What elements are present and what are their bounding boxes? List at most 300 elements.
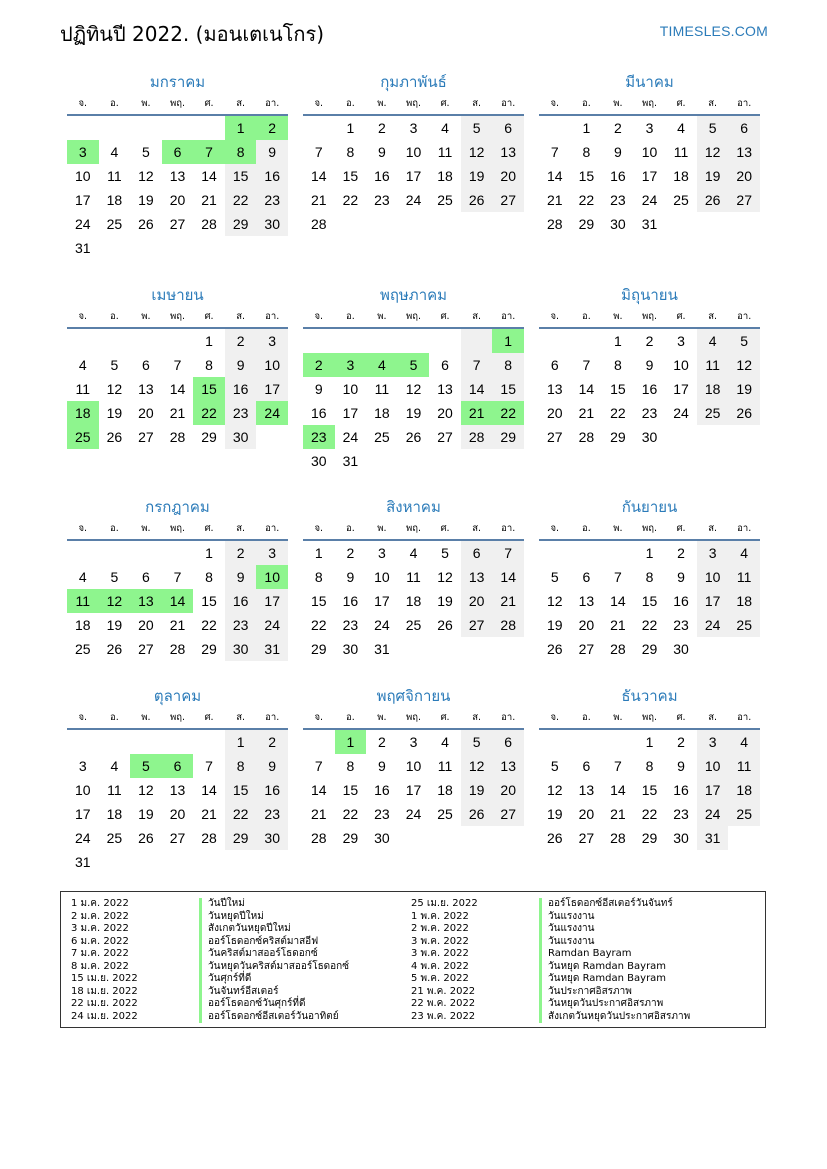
weekday-label: พ. [141, 311, 151, 322]
weekday-label: ศ. [440, 523, 450, 534]
day-cell: 8 [225, 140, 257, 164]
day-cell: 10 [673, 357, 689, 373]
day-cell: 24 [641, 192, 658, 208]
day-cell: 31 [74, 240, 91, 256]
month-block [539, 684, 760, 850]
day-cell: 5 [110, 357, 119, 373]
day-cell: 18 [405, 593, 422, 609]
weekday-label: พ. [613, 98, 623, 109]
day-cell: 17 [697, 589, 729, 613]
day-cell: 28 [169, 641, 186, 657]
day-cell: 14 [201, 168, 217, 184]
empty-cell [67, 116, 99, 140]
day-cell: 9 [378, 144, 386, 160]
day-cell: 6 [441, 357, 449, 373]
day-cell: 23 [673, 617, 689, 633]
day-cell: 4 [441, 734, 449, 750]
day-cell: 6 [461, 541, 493, 565]
day-cell: 20 [492, 778, 524, 802]
empty-cell [429, 329, 461, 353]
day-cell: 24 [256, 401, 288, 425]
day-cell: 1 [225, 730, 257, 754]
day-cell: 18 [67, 401, 99, 425]
weekday-label: พ. [377, 712, 387, 723]
empty-cell [398, 449, 430, 473]
days-grid [303, 541, 524, 661]
day-cell: 6 [492, 730, 524, 754]
weekday-label: ส. [708, 98, 718, 109]
weekday-label: อ. [109, 98, 119, 109]
day-cell: 7 [193, 140, 225, 164]
day-cell: 11 [697, 353, 729, 377]
weekday-label: ส. [472, 712, 482, 723]
day-cell: 23 [374, 192, 390, 208]
day-cell: 5 [697, 116, 729, 140]
day-cell: 18 [106, 192, 123, 208]
day-cell: 15 [225, 778, 257, 802]
day-cell: 20 [169, 192, 186, 208]
day-cell: 8 [205, 569, 213, 585]
days-grid [539, 541, 760, 661]
day-cell: 28 [610, 830, 626, 846]
day-cell: 19 [437, 593, 453, 609]
day-cell: 16 [641, 381, 658, 397]
weekday-label: พฤ. [405, 98, 422, 109]
day-cell: 22 [193, 401, 225, 425]
day-cell: 3 [409, 734, 418, 750]
day-cell: 25 [106, 216, 123, 232]
day-cell: 7 [173, 569, 182, 585]
day-cell: 24 [374, 617, 390, 633]
day-cell: 30 [374, 830, 390, 846]
day-cell: 18 [106, 806, 123, 822]
empty-cell [539, 329, 571, 353]
weekday-label: อา. [501, 712, 516, 723]
day-cell: 29 [342, 830, 359, 846]
day-cell: 5 [130, 754, 162, 778]
empty-cell [130, 236, 162, 260]
day-cell: 27 [169, 216, 186, 232]
day-cell: 2 [225, 329, 257, 353]
day-cell: 8 [582, 144, 591, 160]
month-name: มกราคม [149, 73, 206, 91]
month-block [303, 495, 524, 661]
day-cell: 2 [614, 120, 622, 136]
empty-cell [602, 541, 634, 565]
empty-cell [728, 826, 760, 850]
day-cell: 2 [677, 734, 685, 750]
weekday-header [303, 708, 524, 730]
day-cell: 30 [225, 425, 257, 449]
weekday-label: จ. [78, 311, 88, 322]
weekday-header [67, 307, 288, 329]
month-name: กุมภาพันธ์ [380, 73, 447, 91]
legend-date: 15 เม.ย. 2022 [71, 973, 138, 984]
day-cell: 6 [162, 754, 194, 778]
day-cell: 18 [437, 782, 453, 798]
day-cell: 12 [546, 782, 563, 798]
empty-cell [67, 329, 99, 353]
weekday-label: อา. [737, 98, 752, 109]
weekday-header [67, 94, 288, 116]
day-cell: 13 [130, 589, 162, 613]
month-name: พฤศจิกายน [376, 687, 451, 705]
day-cell: 10 [256, 565, 288, 589]
day-cell: 3 [409, 120, 418, 136]
day-cell: 28 [310, 216, 327, 232]
day-cell: 6 [582, 569, 591, 585]
day-cell: 25 [437, 806, 453, 822]
day-cell: 27 [138, 641, 154, 657]
day-cell: 24 [405, 806, 422, 822]
day-cell: 1 [346, 120, 355, 136]
day-cell: 1 [205, 333, 213, 349]
weekday-label: ศ. [204, 712, 214, 723]
day-cell: 13 [728, 140, 760, 164]
day-cell: 6 [550, 357, 559, 373]
day-cell: 12 [138, 168, 154, 184]
weekday-label: อา. [265, 523, 280, 534]
day-cell: 16 [342, 593, 359, 609]
legend-date: 22 เม.ย. 2022 [71, 998, 138, 1009]
day-cell: 18 [697, 377, 729, 401]
weekday-label: พ. [377, 311, 387, 322]
weekday-label: ส. [708, 311, 718, 322]
days-grid [303, 730, 524, 850]
day-cell: 22 [641, 617, 658, 633]
legend-date: 4 พ.ค. 2022 [411, 960, 469, 972]
legend-holiday-name: วันแรงงาน [539, 923, 690, 936]
day-cell: 30 [225, 637, 257, 661]
day-cell: 17 [697, 778, 729, 802]
legend-descs-left [199, 898, 349, 1023]
day-cell: 15 [578, 168, 595, 184]
day-cell: 28 [310, 830, 327, 846]
day-cell: 12 [728, 353, 760, 377]
day-cell: 15 [342, 782, 359, 798]
day-cell: 26 [106, 429, 123, 445]
day-cell: 1 [645, 734, 654, 750]
day-cell: 31 [74, 854, 91, 870]
day-cell: 2 [303, 353, 335, 377]
empty-cell [728, 212, 760, 236]
day-cell: 3 [677, 333, 685, 349]
day-cell: 23 [342, 617, 359, 633]
day-cell: 4 [110, 758, 119, 774]
day-cell: 11 [437, 144, 453, 160]
day-cell: 16 [256, 778, 288, 802]
day-cell: 1 [582, 120, 591, 136]
day-cell: 25 [405, 617, 422, 633]
day-cell: 23 [641, 405, 658, 421]
weekday-label: อา. [501, 311, 516, 322]
day-cell: 30 [256, 212, 288, 236]
day-cell: 5 [550, 758, 559, 774]
weekday-label: อ. [581, 311, 591, 322]
day-cell: 5 [461, 730, 493, 754]
weekday-label: ศ. [204, 523, 214, 534]
weekday-label: พฤ. [169, 311, 186, 322]
weekday-label: ศ. [676, 311, 686, 322]
weekday-label: ส. [472, 523, 482, 534]
day-cell: 2 [256, 730, 288, 754]
day-cell: 1 [614, 333, 622, 349]
day-cell: 12 [461, 754, 493, 778]
weekday-header [67, 708, 288, 730]
day-cell: 29 [310, 641, 327, 657]
empty-cell [67, 541, 99, 565]
day-cell: 9 [225, 565, 257, 589]
empty-cell [492, 637, 524, 661]
weekday-label: ศ. [440, 712, 450, 723]
day-cell: 23 [225, 401, 257, 425]
legend-descs-right [539, 898, 690, 1023]
day-cell: 16 [310, 405, 327, 421]
empty-cell [492, 826, 524, 850]
day-cell: 30 [342, 641, 359, 657]
legend-holiday-name: วันศุกร์ที่ดี [199, 973, 349, 986]
day-cell: 17 [641, 168, 658, 184]
empty-cell [461, 637, 493, 661]
day-cell: 27 [169, 830, 186, 846]
empty-cell [225, 236, 257, 260]
day-cell: 15 [310, 593, 327, 609]
empty-cell [571, 329, 603, 353]
day-cell: 25 [437, 192, 453, 208]
day-cell: 10 [342, 381, 359, 397]
day-cell: 19 [461, 778, 493, 802]
day-cell: 24 [405, 192, 422, 208]
empty-cell [193, 116, 225, 140]
day-cell: 9 [677, 758, 685, 774]
day-cell: 4 [409, 545, 418, 561]
weekday-label: ศ. [204, 98, 214, 109]
empty-cell [335, 329, 367, 353]
weekday-label: อ. [581, 712, 591, 723]
day-cell: 11 [728, 754, 760, 778]
month-name: กรกฎาคม [145, 498, 210, 516]
weekday-label: อา. [501, 523, 516, 534]
day-cell: 13 [169, 168, 186, 184]
weekday-label: อ. [109, 712, 119, 723]
legend-dates-right [411, 898, 478, 1023]
day-cell: 10 [405, 758, 422, 774]
day-cell: 11 [673, 144, 689, 160]
empty-cell [193, 730, 225, 754]
weekday-label: อ. [345, 311, 355, 322]
legend-holiday-name: วันแรงงาน [539, 936, 690, 949]
day-cell: 25 [67, 425, 99, 449]
day-cell: 9 [677, 569, 685, 585]
day-cell: 19 [405, 405, 422, 421]
legend-dates-left [71, 898, 138, 1023]
empty-cell [130, 541, 162, 565]
day-cell: 2 [346, 545, 355, 561]
legend-holiday-name: วันจันทร์อีสเตอร์ [199, 986, 349, 999]
day-cell: 5 [441, 545, 449, 561]
legend-date: 5 พ.ค. 2022 [411, 973, 469, 984]
weekday-label: ศ. [204, 311, 214, 322]
day-cell: 29 [225, 212, 257, 236]
day-cell: 22 [492, 401, 524, 425]
page-title: ปฏิทินปี 2022. (มอนเตเนโกร) [60, 22, 325, 46]
day-cell: 5 [142, 144, 150, 160]
weekday-label: พฤ. [641, 712, 658, 723]
day-cell: 14 [492, 565, 524, 589]
empty-cell [571, 541, 603, 565]
day-cell: 12 [106, 381, 123, 397]
weekday-label: ส. [236, 311, 246, 322]
weekday-label: จ. [78, 523, 88, 534]
empty-cell [162, 850, 194, 874]
day-cell: 11 [374, 381, 390, 397]
day-cell: 3 [256, 329, 288, 353]
day-cell: 10 [697, 565, 729, 589]
day-cell: 19 [697, 164, 729, 188]
day-cell: 29 [610, 429, 626, 445]
day-cell: 15 [610, 381, 626, 397]
day-cell: 27 [492, 802, 524, 826]
day-cell: 4 [697, 329, 729, 353]
legend-date: 18 เม.ย. 2022 [71, 985, 138, 997]
weekday-label: ส. [236, 712, 246, 723]
weekday-label: จ. [550, 523, 560, 534]
weekday-label: พ. [141, 523, 151, 534]
day-cell: 19 [106, 617, 123, 633]
day-cell: 29 [201, 429, 217, 445]
day-cell: 14 [310, 168, 327, 184]
day-cell: 4 [366, 353, 398, 377]
empty-cell [67, 730, 99, 754]
day-cell: 26 [546, 641, 563, 657]
weekday-label: พฤ. [641, 523, 658, 534]
day-cell: 21 [492, 589, 524, 613]
day-cell: 2 [378, 734, 386, 750]
weekday-label: ส. [708, 712, 718, 723]
day-cell: 14 [610, 782, 626, 798]
day-cell: 25 [374, 429, 390, 445]
day-cell: 27 [546, 429, 563, 445]
empty-cell [429, 637, 461, 661]
day-cell: 15 [201, 593, 217, 609]
day-cell: 6 [142, 569, 150, 585]
legend-holiday-name: วันหยุดปีใหม่ [199, 911, 349, 924]
legend-holiday-name: วันปีใหม่ [199, 898, 349, 911]
legend-date: 8 ม.ค. 2022 [71, 960, 129, 972]
day-cell: 4 [78, 357, 87, 373]
day-cell: 8 [645, 758, 654, 774]
day-cell: 23 [303, 425, 335, 449]
empty-cell [461, 449, 493, 473]
day-cell: 10 [405, 144, 422, 160]
day-cell: 11 [75, 381, 91, 397]
day-cell: 17 [74, 192, 91, 208]
month-name: กันยายน [621, 498, 678, 516]
weekday-label: พฤ. [405, 712, 422, 723]
day-cell: 6 [492, 116, 524, 140]
weekday-label: อา. [265, 712, 280, 723]
empty-cell [99, 329, 131, 353]
day-cell: 30 [310, 453, 327, 469]
empty-cell [366, 212, 398, 236]
weekday-label: จ. [314, 98, 324, 109]
day-cell: 7 [173, 357, 182, 373]
day-cell: 9 [314, 381, 323, 397]
weekday-label: พ. [141, 712, 151, 723]
day-cell: 2 [378, 120, 386, 136]
day-cell: 14 [201, 782, 217, 798]
weekday-label: ส. [472, 311, 482, 322]
day-cell: 31 [374, 641, 390, 657]
weekday-label: พฤ. [641, 311, 658, 322]
day-cell: 4 [110, 144, 119, 160]
weekday-label: อ. [109, 311, 119, 322]
day-cell: 21 [610, 617, 626, 633]
month-block [67, 684, 288, 874]
weekday-label: พฤ. [405, 523, 422, 534]
empty-cell [539, 730, 571, 754]
day-cell: 25 [728, 613, 760, 637]
day-cell: 26 [697, 188, 729, 212]
day-cell: 17 [374, 593, 390, 609]
day-cell: 16 [374, 782, 390, 798]
legend-date: 1 พ.ค. 2022 [411, 910, 469, 922]
brand-link[interactable]: TIMESLES.COM [659, 23, 768, 39]
empty-cell [728, 637, 760, 661]
empty-cell [225, 850, 257, 874]
legend-holiday-name: ออร์โธดอกซ์อีสเตอร์วันจันทร์ [539, 898, 690, 911]
day-cell: 6 [162, 140, 194, 164]
legend-date: 24 เม.ย. 2022 [71, 1010, 138, 1022]
day-cell: 5 [398, 353, 430, 377]
day-cell: 7 [492, 541, 524, 565]
weekday-label: อา. [265, 98, 280, 109]
day-cell: 22 [225, 188, 257, 212]
day-cell: 3 [645, 120, 654, 136]
day-cell: 18 [437, 168, 453, 184]
day-cell: 2 [225, 541, 257, 565]
weekday-label: จ. [550, 712, 560, 723]
day-cell: 7 [205, 758, 213, 774]
month-name: พฤษภาคม [379, 286, 448, 304]
weekday-label: อ. [581, 98, 591, 109]
legend-holiday-name: วันหยุด Ramdan Bayram [539, 973, 690, 986]
day-cell: 21 [578, 405, 595, 421]
day-cell: 11 [107, 168, 122, 184]
weekday-label: พฤ. [169, 712, 186, 723]
day-cell: 18 [374, 405, 390, 421]
day-cell: 14 [610, 593, 626, 609]
day-cell: 21 [201, 192, 217, 208]
day-cell: 27 [492, 188, 524, 212]
day-cell: 23 [225, 613, 257, 637]
day-cell: 2 [256, 116, 288, 140]
weekday-label: อ. [345, 712, 355, 723]
day-cell: 7 [614, 569, 622, 585]
day-cell: 17 [405, 168, 422, 184]
empty-cell [193, 850, 225, 874]
empty-cell [602, 730, 634, 754]
legend-holiday-name: Ramdan Bayram [539, 948, 690, 961]
weekday-label: พ. [613, 523, 623, 534]
day-cell: 21 [546, 192, 563, 208]
day-cell: 12 [461, 140, 493, 164]
weekday-label: พ. [613, 311, 623, 322]
day-cell: 13 [492, 140, 524, 164]
weekday-label: อ. [345, 98, 355, 109]
day-cell: 16 [225, 377, 257, 401]
day-cell: 11 [107, 782, 122, 798]
